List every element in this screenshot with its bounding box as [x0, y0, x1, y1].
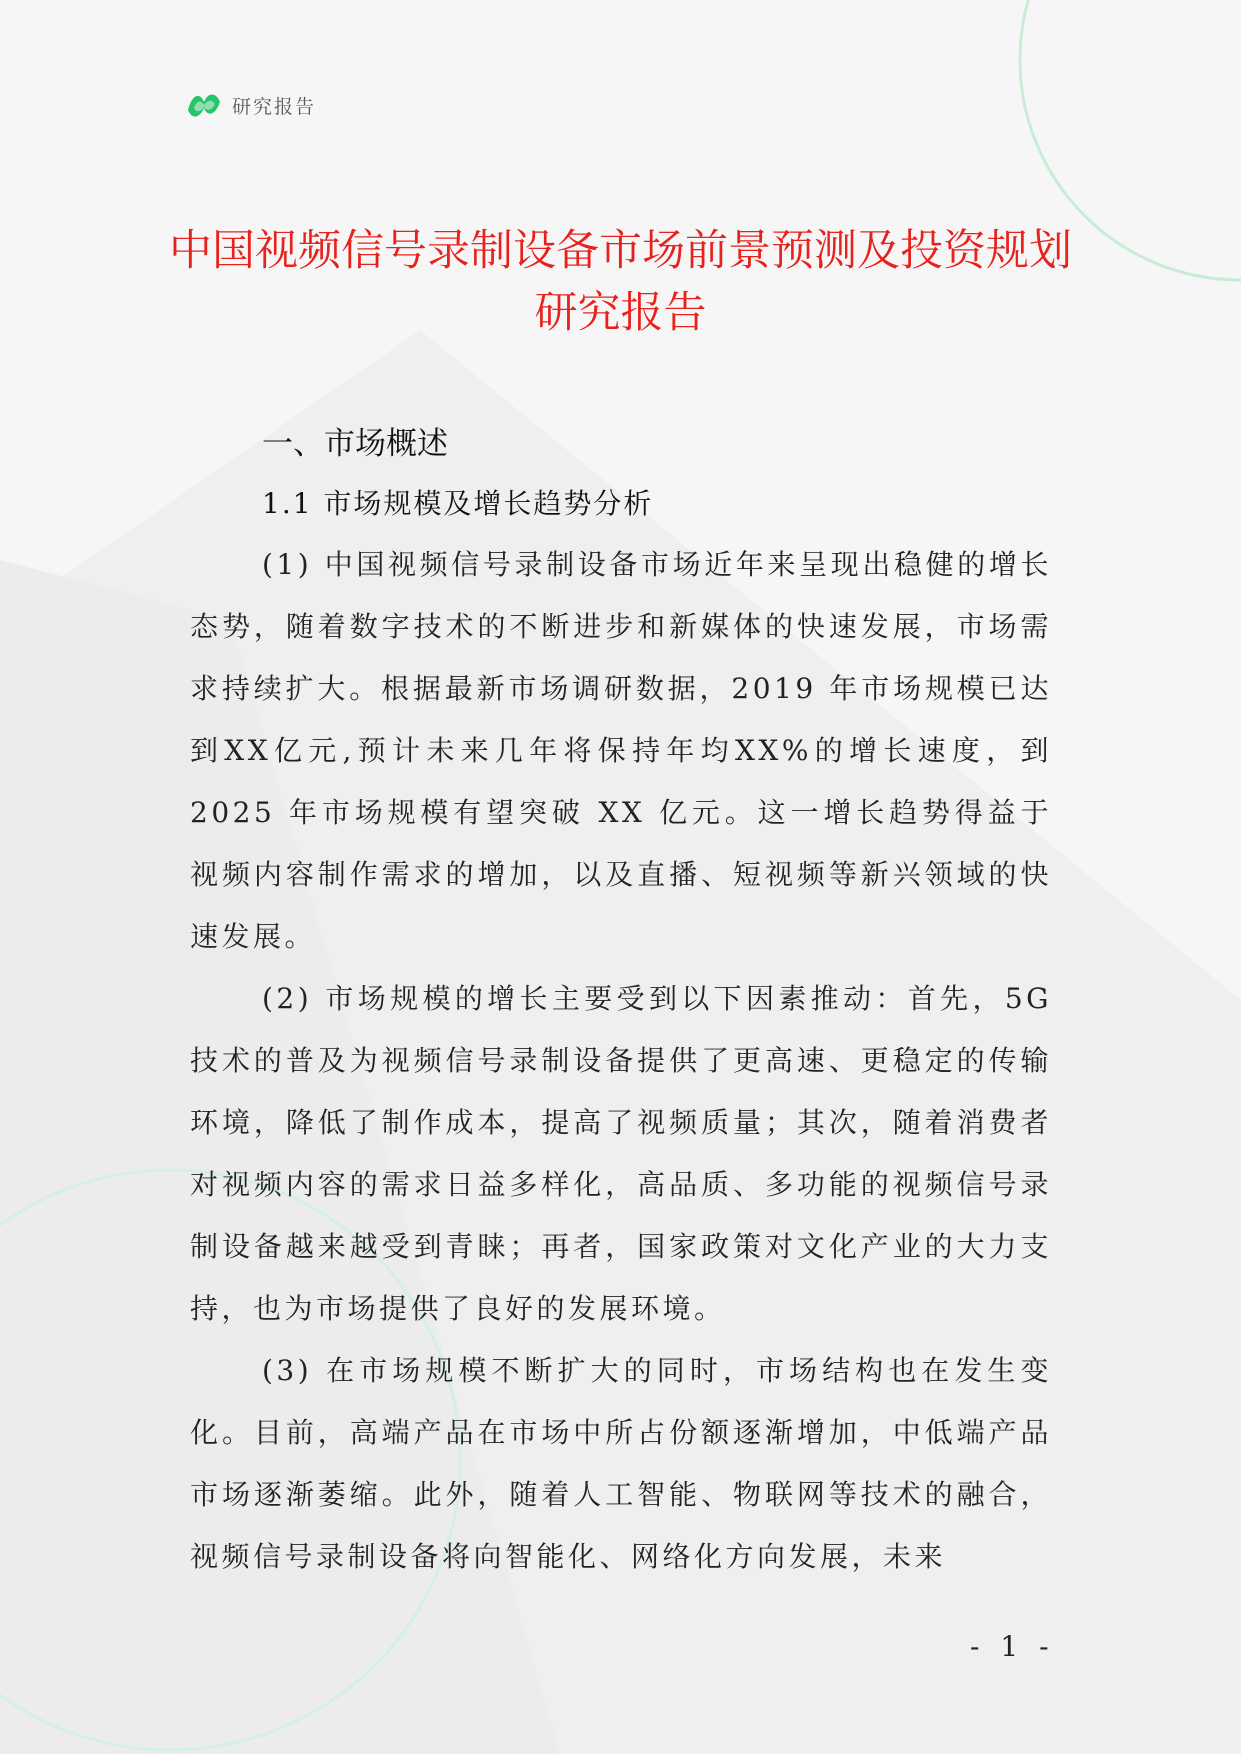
report-logo-icon — [186, 88, 222, 122]
paragraph: (1) 中国视频信号录制设备市场近年来呈现出稳健的增长态势，随着数字技术的不断进步和新媒体的快速发展，市场需求持续扩大。根据最新市场调研数据，2019 年市场规模已达到XX亿元,预计未来几年将保持年均XX%的增长速度，到 2025 年市场规模有望突破 XX 亿元。这一增长趋势得益于视频内容制作需求的增加，以及直播、短视频等新兴领域的快速发展。 — [190, 548, 1052, 953]
paragraph: (3) 在市场规模不断扩大的同时，市场结构也在发生变化。目前，高端产品在市场中所占份额逐渐增加，中低端产品市场逐渐萎缩。此外，随着人工智能、物联网等技术的融合，视频信号录制设备将向智能化、网络化方向发展，未来 — [190, 1354, 1052, 1573]
brand-text: 研究报告 — [232, 95, 317, 118]
report-title: 中国视频信号录制设备市场前景预测及投资规划研究报告 — [169, 226, 1072, 338]
section-heading: 一、市场概述 — [262, 426, 448, 462]
paragraph: (2) 市场规模的增长主要受到以下因素推动：首先，5G技术的普及为视频信号录制设备提供了更高速、更稳定的传输环境，降低了制作成本，提高了视频质量；其次，随着消费者对视频内容的需求日益多样化，高品质、多功能的视频信号录制设备越来越受到青睐；再者，国家政策对文化产业的大力支持，也为市场提供了良好的发展环境。 — [190, 982, 1052, 1325]
subsection-heading: 1.1 市场规模及增长趋势分析 — [262, 487, 654, 520]
page-number: - 1 - — [970, 1630, 1055, 1663]
brand-header — [186, 88, 316, 122]
